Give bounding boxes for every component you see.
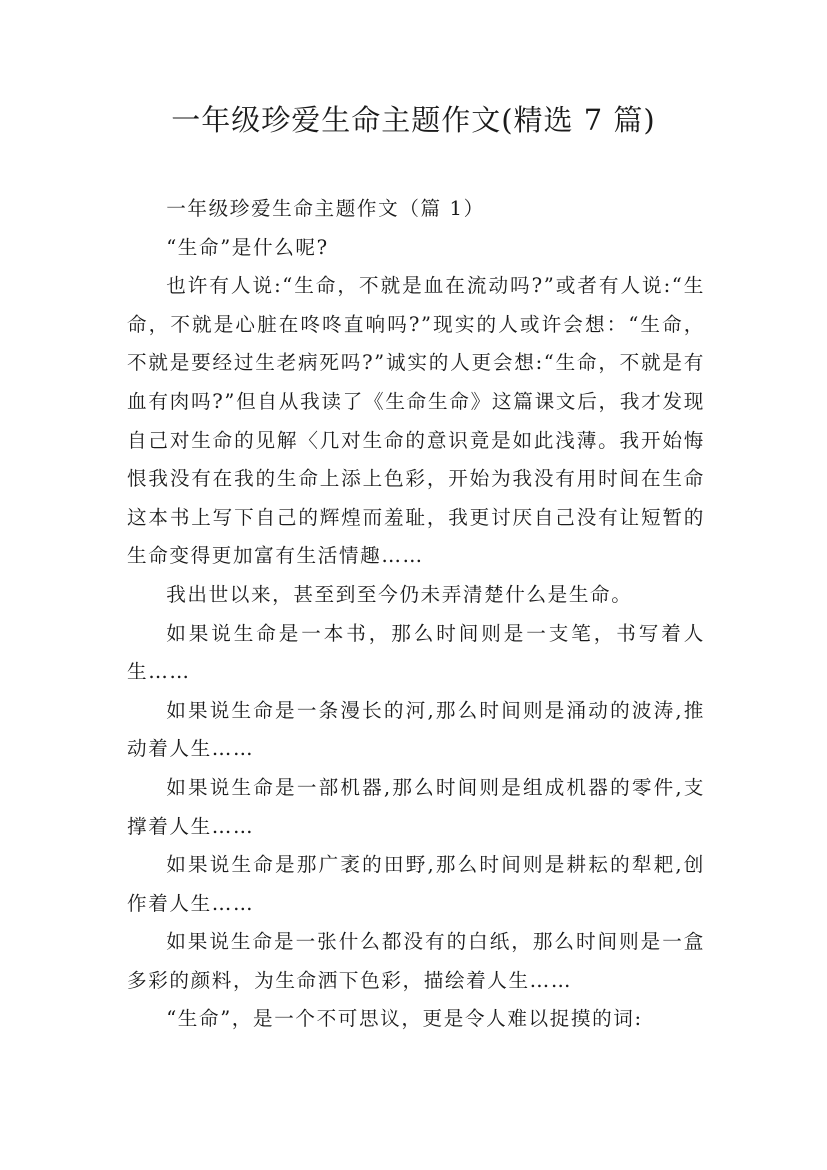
document-body — [127, 190, 705, 1039]
paragraph: 也许有人说:“生命，不就是血在流动吗?”或者有人说:“生命，不就是心脏在咚咚直响吗?”现实的人或许会想：“生命，不就是要经过生老病死吗?”诚实的人更会想:“生命，不就是有血有肉吗?”但自从我读了《生命生命》这篇课文后，我才发现自己对生命的见解〈几对生命的意识竟是如此浅薄。我开始悔恨我没有在我的生命上添上色彩，开始为我没有用时间在生命这本书上写下自己的辉煌而羞耻，我更讨厌自己没有让短暂的生命变得更加富有生活情趣…… — [127, 274, 705, 568]
document-title: 一年级珍爱生命主题作文(精选 7 篇) — [171, 103, 656, 137]
paragraph: 如果说生命是一张什么都没有的白纸，那么时间则是一盒多彩的颜料，为生命洒下色彩，描绘着人生…… — [127, 930, 705, 992]
section-heading: 一年级珍爱生命主题作文（篇 1） — [166, 197, 485, 220]
paragraph: 如果说生命是一条漫长的河,那么时间则是涌动的波涛,推动着人生…… — [127, 698, 705, 761]
paragraph: 如果说生命是那广袤的田野,那么时间则是耕耘的犁耙,创作着人生…… — [127, 853, 705, 915]
paragraph: 如果说生命是一部机器,那么时间则是组成机器的零件,支撑着人生…… — [127, 775, 705, 838]
paragraph: 如果说生命是一本书，那么时间则是一支笔，书写着人生…… — [127, 621, 705, 684]
paragraph: “生命”是什么呢? — [166, 235, 329, 259]
paragraph: 我出世以来，甚至到至今仍未弄清楚什么是生命。 — [166, 582, 633, 606]
paragraph: “生命”，是一个不可思议，更是令人难以捉摸的词: — [166, 1007, 643, 1031]
